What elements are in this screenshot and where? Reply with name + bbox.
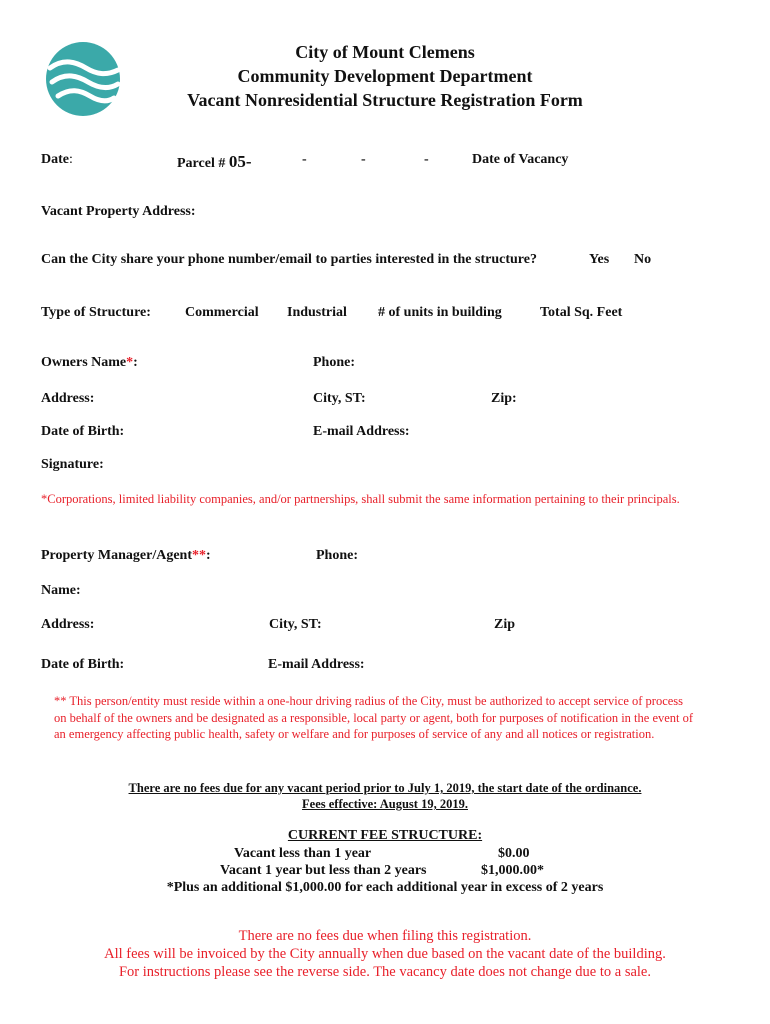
date-of-vacancy-label: Date of Vacancy: [472, 152, 569, 167]
owner-address-label: Address:: [41, 391, 95, 406]
structure-industrial-option[interactable]: Industrial: [287, 305, 347, 320]
footer-invoicing: All fees will be invoiced by the City annually when due based on the vacant date of the building.: [104, 946, 666, 962]
fee-tier1-value: $0.00: [498, 846, 530, 861]
fee-additional-note: *Plus an additional $1,000.00 for each additional year in excess of 2 years: [166, 880, 604, 895]
structure-commercial-option[interactable]: Commercial: [185, 305, 259, 320]
owner-city-state-label: City, ST:: [313, 391, 366, 406]
form-title: Vacant Nonresidential Structure Registration Form: [187, 90, 583, 110]
footer-no-fees-filing: There are no fees due when filing this registration.: [238, 928, 532, 944]
share-yes-option[interactable]: Yes: [589, 252, 610, 267]
owner-phone-label: Phone:: [313, 355, 355, 370]
share-no-option[interactable]: No: [634, 252, 652, 267]
fee-tier1-label: Vacant less than 1 year: [234, 846, 372, 861]
share-contact-question: Can the City share your phone number/email to parties interested in the structure?: [41, 252, 537, 267]
agent-email-label: E-mail Address:: [268, 657, 365, 672]
owner-dob-label: Date of Birth:: [41, 424, 125, 439]
fee-structure-title: CURRENT FEE STRUCTURE:: [287, 828, 483, 843]
parcel-dash-3: -: [424, 152, 429, 167]
fee-tier2-label: Vacant 1 year but less than 2 years: [220, 863, 427, 878]
agent-requirements-note: ** This person/entity must reside within a one-hour driving radius of the City, must be authorized to accept service of process on behalf of the owners and be designated as a responsible, local party or agent, both for purposes of notification in the event of an emergency affecting public health, safety or welfare and for purposes of service of any and all notices or registration.: [54, 694, 694, 741]
fees-effective-date: Fees effective: August 19, 2019.: [302, 797, 468, 811]
agent-dob-label: Date of Birth:: [41, 657, 125, 672]
footer-instructions: For instructions please see the reverse side. The vacancy date does not change due to a sale.: [118, 964, 651, 980]
no-fees-prior-notice: There are no fees due for any vacant period prior to July 1, 2019, the start date of the ordinance.: [128, 781, 642, 795]
parcel-label: Parcel # 05-: [177, 152, 252, 171]
agent-city-state-label: City, ST:: [269, 617, 322, 632]
org-name: City of Mount Clemens: [295, 42, 475, 62]
agent-zip-label: Zip: [494, 617, 516, 632]
agent-phone-label: Phone:: [316, 548, 358, 563]
owner-email-label: E-mail Address:: [313, 424, 410, 439]
units-in-building-label: # of units in building: [378, 305, 502, 320]
date-label: Date:: [41, 152, 73, 167]
total-sq-feet-label: Total Sq. Feet: [540, 305, 623, 320]
agent-name-label: Name:: [41, 583, 81, 598]
vacant-property-address-label: Vacant Property Address:: [41, 204, 196, 219]
department-name: Community Development Department: [237, 66, 533, 86]
parcel-dash-2: -: [361, 152, 366, 167]
type-of-structure-label: Type of Structure:: [41, 305, 151, 320]
corporations-note: *Corporations, limited liability companies, and/or partnerships, shall submit the same information pertaining to their principals.: [41, 492, 680, 506]
parcel-dash-1: -: [302, 152, 307, 167]
property-manager-label: Property Manager/Agent**:: [41, 548, 211, 563]
agent-address-label: Address:: [41, 617, 95, 632]
owner-zip-label: Zip:: [491, 391, 517, 406]
owners-name-label: Owners Name*:: [41, 355, 138, 370]
fee-tier2-value: $1,000.00*: [481, 863, 544, 878]
signature-label: Signature:: [41, 457, 104, 472]
